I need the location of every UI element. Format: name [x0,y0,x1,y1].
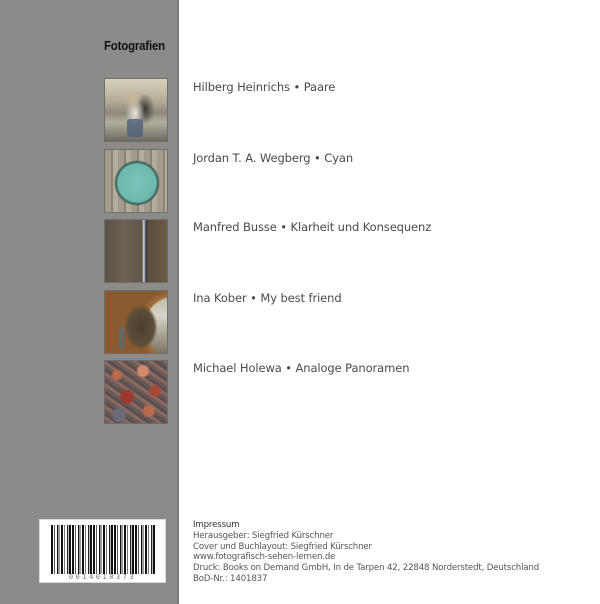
entry-label-1: Hilberg Heinrichs • Paare [193,80,336,94]
thumbnail-couple-on-steps [104,78,168,142]
imprint [193,520,539,585]
thumbnail-wooden-door [104,219,168,283]
section-title: Fotografien [104,38,165,53]
thumbnail-cyan-circle [104,149,168,213]
barcode [39,519,166,583]
imprint-website: www.fotografisch-sehen-lernen.de [193,552,336,563]
thumbnail-autumn-leaves [104,360,168,424]
entry-label-3: Manfred Busse • Klarheit und Konsequenz [193,220,432,234]
entry-label-4: Ina Kober • My best friend [193,291,342,305]
barcode-bars [51,525,155,574]
imprint-bod-number: BoD-Nr.: 1401837 [193,573,268,584]
imprint-publisher: Herausgeber: Siegfried Kürschner [193,530,334,541]
imprint-heading: Impressum [193,520,240,530]
imprint-printer: Druck: Books on Demand GmbH, In de Tarpen 42, 22848 Norderstedt, Deutschland [193,563,540,574]
thumbnail-bronze-statue [104,290,168,354]
entry-label-5: Michael Holewa • Analoge Panoramen [193,361,410,375]
barcode-digits: 0014018373 [68,573,137,581]
imprint-layout: Cover und Buchlayout: Siegfried Kürschner [193,541,372,552]
entry-label-2: Jordan T. A. Wegberg • Cyan [193,151,354,165]
